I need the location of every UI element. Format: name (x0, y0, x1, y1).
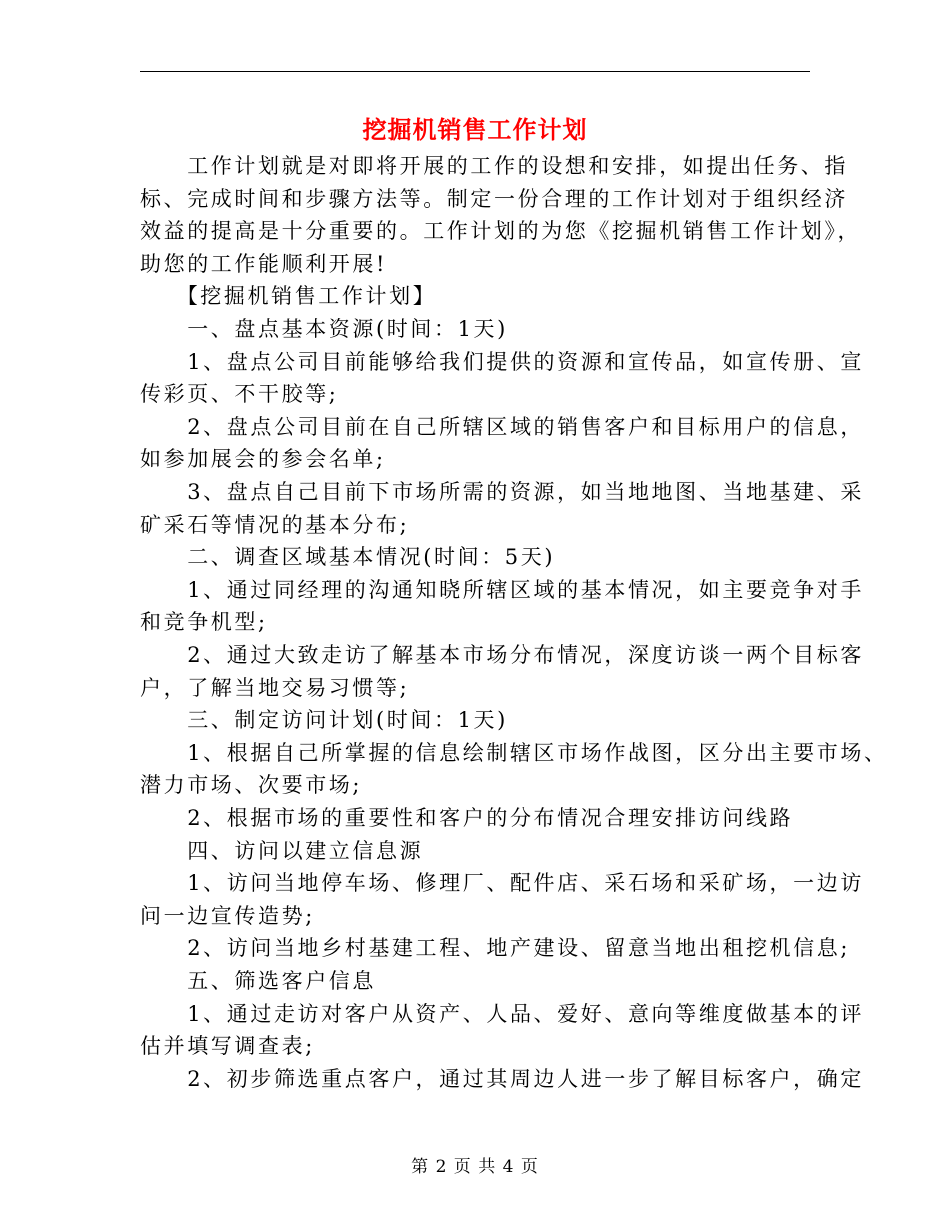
body-line: 潜力市场、次要市场; (140, 773, 363, 798)
body-line: 2、通过大致走访了解基本市场分布情况，深度访谈一两个目标客 (140, 643, 864, 667)
body-line: 1、通过走访对客户从资产、人品、爱好、意向等维度做基本的评 (140, 1001, 864, 1026)
body-line: 四、访问以建立信息源 (140, 838, 424, 863)
page-footer: 第 2 页 共 4 页 (411, 1157, 539, 1177)
body-line: 1、盘点公司目前能够给我们提供的资源和宣传品，如宣传册、宣 (140, 349, 864, 374)
body-line: 一、盘点基本资源(时间：1天) (140, 317, 508, 341)
body-line: 传彩页、不干胶等; (140, 382, 339, 407)
body-line: 1、根据自己所掌握的信息绘制辖区市场作战图，区分出主要市场、 (140, 740, 888, 765)
body-line: 效益的提高是十分重要的。工作计划的为您《挖掘机销售工作计划》， (140, 219, 862, 244)
body-line: 3、盘点自己目前下市场所需的资源，如当地地图、当地基建、采 (140, 480, 864, 504)
body-line: 矿采石等情况的基本分布; (140, 512, 410, 537)
body-line: 和竞争机型; (140, 610, 268, 635)
body-line: 如参加展会的参会名单; (140, 447, 386, 472)
body-line: 问一边宣传造势; (140, 903, 315, 928)
body-line: 1、访问当地停车场、修理厂、配件店、采石场和采矿场，一边访 (140, 871, 864, 896)
body-line: 2、盘点公司目前在自己所辖区域的销售客户和目标用户的信息， (140, 414, 864, 439)
body-line: 工作计划就是对即将开展的工作的设想和安排，如提出任务、指 (140, 154, 848, 178)
body-line: 1、通过同经理的沟通知晓所辖区域的基本情况，如主要竞争对手 (140, 577, 864, 602)
body-line: 助您的工作能顺利开展! (140, 251, 388, 276)
body-line: 【挖掘机销售工作计划】 (140, 284, 437, 309)
body-line: 五、筛选客户信息 (140, 969, 376, 993)
body-line: 户，了解当地交易习惯等; (140, 675, 410, 700)
body-line: 2、访问当地乡村基建工程、地产建设、留意当地出租挖机信息; (140, 936, 851, 961)
body-line: 标、完成时间和步骤方法等。制定一份合理的工作计划对于组织经济 (140, 186, 848, 211)
header-rule (140, 71, 810, 72)
body-line: 二、调查区域基本情况(时间：5天) (140, 545, 556, 570)
body-line: 2、初步筛选重点客户，通过其周边人进一步了解目标客户，确定 (140, 1066, 864, 1091)
body-line: 三、制定访问计划(时间：1天) (140, 708, 508, 733)
document-title: 挖掘机销售工作计划 (362, 115, 588, 144)
body-line: 2、根据市场的重要性和客户的分布情况合理安排访问线路 (140, 806, 794, 830)
body-line: 估并填写调查表; (140, 1034, 315, 1059)
